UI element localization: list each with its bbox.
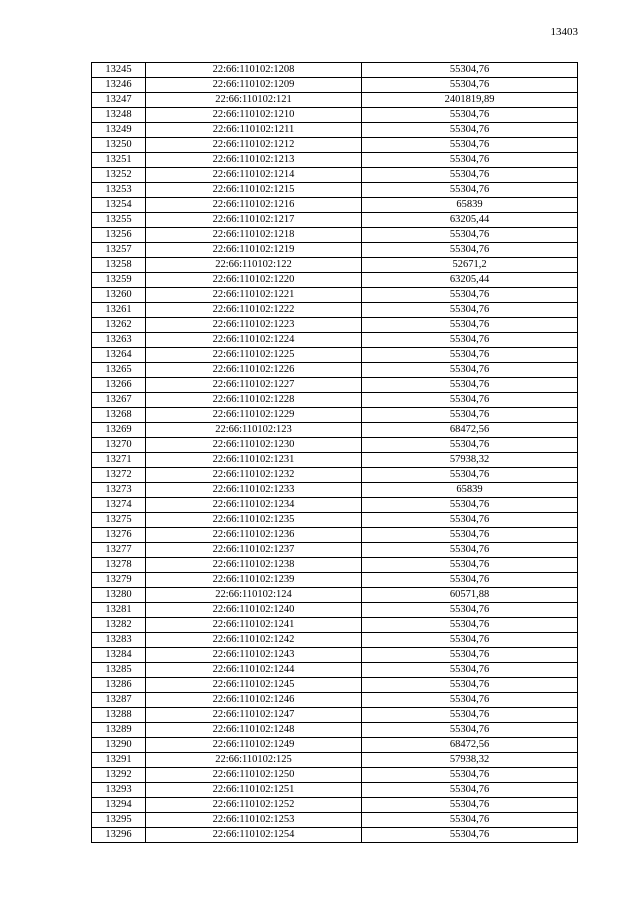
table-body — [92, 63, 578, 843]
table-row — [92, 543, 578, 558]
value-cell: 68472,56 — [362, 738, 578, 753]
row-number-cell: 13285 — [92, 663, 146, 678]
value-cell: 52671,2 — [362, 258, 578, 273]
row-number-cell: 13282 — [92, 618, 146, 633]
cadastral-number-cell: 22:66:110102:1227 — [146, 378, 362, 393]
value-cell: 55304,76 — [362, 813, 578, 828]
value-cell: 55304,76 — [362, 498, 578, 513]
cadastral-number-cell: 22:66:110102:1210 — [146, 108, 362, 123]
table-row — [92, 618, 578, 633]
value-cell: 60571,88 — [362, 588, 578, 603]
table-row — [92, 558, 578, 573]
cadastral-number-cell: 22:66:110102:1223 — [146, 318, 362, 333]
row-number-cell: 13270 — [92, 438, 146, 453]
cadastral-number-cell: 22:66:110102:1211 — [146, 123, 362, 138]
table-row — [92, 183, 578, 198]
cadastral-number-cell: 22:66:110102:1217 — [146, 213, 362, 228]
cadastral-number-cell: 22:66:110102:1209 — [146, 78, 362, 93]
table-row — [92, 738, 578, 753]
row-number-cell: 13273 — [92, 483, 146, 498]
value-cell: 55304,76 — [362, 468, 578, 483]
table-row — [92, 63, 578, 78]
value-cell: 55304,76 — [362, 183, 578, 198]
row-number-cell: 13272 — [92, 468, 146, 483]
table-row — [92, 828, 578, 843]
value-cell: 55304,76 — [362, 138, 578, 153]
table-row — [92, 273, 578, 288]
table-row — [92, 483, 578, 498]
value-cell: 55304,76 — [362, 633, 578, 648]
cadastral-number-cell: 22:66:110102:1232 — [146, 468, 362, 483]
table-row — [92, 708, 578, 723]
cadastral-number-cell: 22:66:110102:124 — [146, 588, 362, 603]
cadastral-number-cell: 22:66:110102:1237 — [146, 543, 362, 558]
value-cell: 55304,76 — [362, 123, 578, 138]
value-cell: 55304,76 — [362, 768, 578, 783]
table-row — [92, 588, 578, 603]
value-cell: 55304,76 — [362, 648, 578, 663]
table-row — [92, 723, 578, 738]
row-number-cell: 13262 — [92, 318, 146, 333]
row-number-cell: 13292 — [92, 768, 146, 783]
value-cell: 63205,44 — [362, 213, 578, 228]
cadastral-number-cell: 22:66:110102:1246 — [146, 693, 362, 708]
cadastral-number-cell: 22:66:110102:1254 — [146, 828, 362, 843]
table-row — [92, 348, 578, 363]
cadastral-number-cell: 22:66:110102:1214 — [146, 168, 362, 183]
cadastral-number-cell: 22:66:110102:1230 — [146, 438, 362, 453]
table-row — [92, 78, 578, 93]
row-number-cell: 13253 — [92, 183, 146, 198]
cadastral-number-cell: 22:66:110102:1244 — [146, 663, 362, 678]
table-row — [92, 243, 578, 258]
row-number-cell: 13289 — [92, 723, 146, 738]
cadastral-number-cell: 22:66:110102:1219 — [146, 243, 362, 258]
row-number-cell: 13250 — [92, 138, 146, 153]
table-row — [92, 303, 578, 318]
table-row — [92, 573, 578, 588]
value-cell: 55304,76 — [362, 558, 578, 573]
table-row — [92, 138, 578, 153]
value-cell: 55304,76 — [362, 348, 578, 363]
value-cell: 55304,76 — [362, 288, 578, 303]
row-number-cell: 13252 — [92, 168, 146, 183]
table-row — [92, 783, 578, 798]
row-number-cell: 13294 — [92, 798, 146, 813]
value-cell: 55304,76 — [362, 243, 578, 258]
value-cell: 55304,76 — [362, 663, 578, 678]
table-row — [92, 408, 578, 423]
cadastral-number-cell: 22:66:110102:122 — [146, 258, 362, 273]
value-cell: 65839 — [362, 198, 578, 213]
cadastral-number-cell: 22:66:110102:1235 — [146, 513, 362, 528]
table-row — [92, 528, 578, 543]
row-number-cell: 13279 — [92, 573, 146, 588]
value-cell: 68472,56 — [362, 423, 578, 438]
value-cell: 55304,76 — [362, 408, 578, 423]
row-number-cell: 13261 — [92, 303, 146, 318]
cadastral-number-cell: 22:66:110102:1239 — [146, 573, 362, 588]
row-number-cell: 13254 — [92, 198, 146, 213]
table-row — [92, 168, 578, 183]
row-number-cell: 13258 — [92, 258, 146, 273]
row-number-cell: 13248 — [92, 108, 146, 123]
cadastral-number-cell: 22:66:110102:1242 — [146, 633, 362, 648]
value-cell: 55304,76 — [362, 108, 578, 123]
value-cell: 65839 — [362, 483, 578, 498]
value-cell: 55304,76 — [362, 678, 578, 693]
row-number-cell: 13274 — [92, 498, 146, 513]
cadastral-number-cell: 22:66:110102:1221 — [146, 288, 362, 303]
row-number-cell: 13259 — [92, 273, 146, 288]
table-row — [92, 258, 578, 273]
table-row — [92, 393, 578, 408]
table-row — [92, 753, 578, 768]
table-row — [92, 318, 578, 333]
value-cell: 55304,76 — [362, 378, 578, 393]
value-cell: 55304,76 — [362, 783, 578, 798]
cadastral-number-cell: 22:66:110102:1226 — [146, 363, 362, 378]
cadastral-number-cell: 22:66:110102:1240 — [146, 603, 362, 618]
cadastral-number-cell: 22:66:110102:1252 — [146, 798, 362, 813]
table-row — [92, 603, 578, 618]
row-number-cell: 13263 — [92, 333, 146, 348]
table-row — [92, 513, 578, 528]
cadastral-number-cell: 22:66:110102:1253 — [146, 813, 362, 828]
cadastral-number-cell: 22:66:110102:1241 — [146, 618, 362, 633]
value-cell: 55304,76 — [362, 303, 578, 318]
cadastral-number-cell: 22:66:110102:1215 — [146, 183, 362, 198]
value-cell: 55304,76 — [362, 798, 578, 813]
value-cell: 63205,44 — [362, 273, 578, 288]
row-number-cell: 13276 — [92, 528, 146, 543]
value-cell: 55304,76 — [362, 828, 578, 843]
table-row — [92, 438, 578, 453]
table-row — [92, 633, 578, 648]
value-cell: 55304,76 — [362, 153, 578, 168]
table-row — [92, 423, 578, 438]
table-row — [92, 333, 578, 348]
value-cell: 55304,76 — [362, 333, 578, 348]
table-row — [92, 363, 578, 378]
cadastral-number-cell: 22:66:110102:1225 — [146, 348, 362, 363]
value-cell: 2401819,89 — [362, 93, 578, 108]
cadastral-number-cell: 22:66:110102:1213 — [146, 153, 362, 168]
table-row — [92, 93, 578, 108]
row-number-cell: 13267 — [92, 393, 146, 408]
table-row — [92, 108, 578, 123]
cadastral-number-cell: 22:66:110102:1233 — [146, 483, 362, 498]
value-cell: 55304,76 — [362, 168, 578, 183]
row-number-cell: 13284 — [92, 648, 146, 663]
row-number-cell: 13264 — [92, 348, 146, 363]
row-number-cell: 13275 — [92, 513, 146, 528]
table-row — [92, 678, 578, 693]
row-number-cell: 13277 — [92, 543, 146, 558]
cadastral-number-cell: 22:66:110102:1250 — [146, 768, 362, 783]
value-cell: 55304,76 — [362, 618, 578, 633]
table-row — [92, 453, 578, 468]
cadastral-number-cell: 22:66:110102:1216 — [146, 198, 362, 213]
row-number-cell: 13245 — [92, 63, 146, 78]
value-cell: 57938,32 — [362, 753, 578, 768]
row-number-cell: 13247 — [92, 93, 146, 108]
row-number-cell: 13265 — [92, 363, 146, 378]
value-cell: 55304,76 — [362, 723, 578, 738]
row-number-cell: 13290 — [92, 738, 146, 753]
row-number-cell: 13281 — [92, 603, 146, 618]
value-cell: 55304,76 — [362, 228, 578, 243]
value-cell: 55304,76 — [362, 63, 578, 78]
table-row — [92, 153, 578, 168]
row-number-cell: 13269 — [92, 423, 146, 438]
value-cell: 55304,76 — [362, 513, 578, 528]
table-row — [92, 468, 578, 483]
table-row — [92, 198, 578, 213]
table-row — [92, 123, 578, 138]
cadastral-number-cell: 22:66:110102:125 — [146, 753, 362, 768]
cadastral-number-cell: 22:66:110102:1229 — [146, 408, 362, 423]
row-number-cell: 13287 — [92, 693, 146, 708]
cadastral-number-cell: 22:66:110102:1247 — [146, 708, 362, 723]
table-row — [92, 213, 578, 228]
table-row — [92, 378, 578, 393]
row-number-cell: 13296 — [92, 828, 146, 843]
value-cell: 55304,76 — [362, 78, 578, 93]
value-cell: 55304,76 — [362, 363, 578, 378]
row-number-cell: 13246 — [92, 78, 146, 93]
cadastral-value-table — [91, 62, 578, 843]
table-row — [92, 288, 578, 303]
row-number-cell: 13249 — [92, 123, 146, 138]
row-number-cell: 13268 — [92, 408, 146, 423]
value-cell: 55304,76 — [362, 543, 578, 558]
cadastral-number-cell: 22:66:110102:1222 — [146, 303, 362, 318]
row-number-cell: 13291 — [92, 753, 146, 768]
cadastral-number-cell: 22:66:110102:123 — [146, 423, 362, 438]
table-row — [92, 693, 578, 708]
value-cell: 55304,76 — [362, 438, 578, 453]
cadastral-number-cell: 22:66:110102:1234 — [146, 498, 362, 513]
cadastral-number-cell: 22:66:110102:1208 — [146, 63, 362, 78]
cadastral-number-cell: 22:66:110102:1238 — [146, 558, 362, 573]
cadastral-number-cell: 22:66:110102:1224 — [146, 333, 362, 348]
value-cell: 55304,76 — [362, 573, 578, 588]
cadastral-number-cell: 22:66:110102:1243 — [146, 648, 362, 663]
table-row — [92, 813, 578, 828]
table-row — [92, 648, 578, 663]
table-row — [92, 768, 578, 783]
row-number-cell: 13260 — [92, 288, 146, 303]
cadastral-number-cell: 22:66:110102:121 — [146, 93, 362, 108]
row-number-cell: 13288 — [92, 708, 146, 723]
cadastral-number-cell: 22:66:110102:1236 — [146, 528, 362, 543]
value-cell: 55304,76 — [362, 318, 578, 333]
table-row — [92, 228, 578, 243]
row-number-cell: 13257 — [92, 243, 146, 258]
value-cell: 55304,76 — [362, 393, 578, 408]
row-number-cell: 13283 — [92, 633, 146, 648]
row-number-cell: 13255 — [92, 213, 146, 228]
cadastral-number-cell: 22:66:110102:1228 — [146, 393, 362, 408]
cadastral-number-cell: 22:66:110102:1218 — [146, 228, 362, 243]
cadastral-number-cell: 22:66:110102:1231 — [146, 453, 362, 468]
row-number-cell: 13271 — [92, 453, 146, 468]
row-number-cell: 13256 — [92, 228, 146, 243]
row-number-cell: 13295 — [92, 813, 146, 828]
row-number-cell: 13293 — [92, 783, 146, 798]
row-number-cell: 13251 — [92, 153, 146, 168]
cadastral-number-cell: 22:66:110102:1248 — [146, 723, 362, 738]
row-number-cell: 13286 — [92, 678, 146, 693]
page-number: 13403 — [550, 26, 578, 38]
table-row — [92, 663, 578, 678]
cadastral-number-cell: 22:66:110102:1245 — [146, 678, 362, 693]
cadastral-number-cell: 22:66:110102:1212 — [146, 138, 362, 153]
row-number-cell: 13280 — [92, 588, 146, 603]
value-cell: 55304,76 — [362, 528, 578, 543]
table-row — [92, 498, 578, 513]
value-cell: 55304,76 — [362, 603, 578, 618]
table-row — [92, 798, 578, 813]
value-cell: 55304,76 — [362, 693, 578, 708]
value-cell: 55304,76 — [362, 708, 578, 723]
row-number-cell: 13278 — [92, 558, 146, 573]
cadastral-number-cell: 22:66:110102:1220 — [146, 273, 362, 288]
cadastral-number-cell: 22:66:110102:1249 — [146, 738, 362, 753]
value-cell: 57938,32 — [362, 453, 578, 468]
cadastral-number-cell: 22:66:110102:1251 — [146, 783, 362, 798]
row-number-cell: 13266 — [92, 378, 146, 393]
